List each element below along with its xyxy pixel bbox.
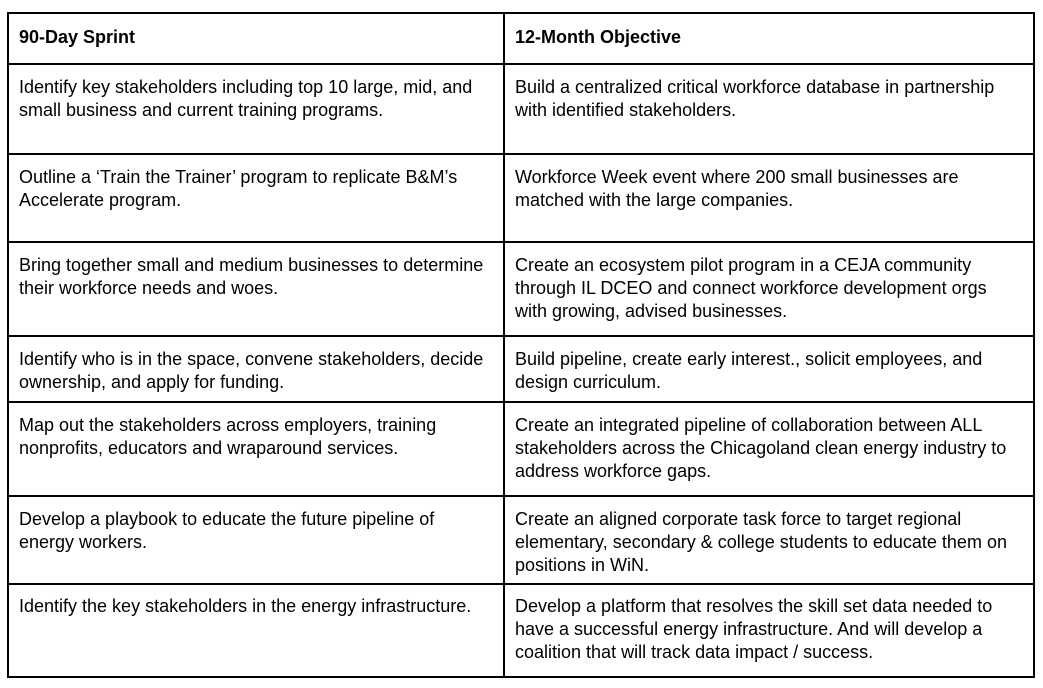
table-row <box>8 496 1034 584</box>
objective-cell: Create an integrated pipeline of collaboration between ALL stakeholders across the Chicagoland clean energy industry to address workforce gaps. <box>504 402 1034 496</box>
sprint-cell: Identify key stakeholders including top 10 large, mid, and small business and current training programs. <box>8 64 504 154</box>
sprint-cell: Identify who is in the space, convene stakeholders, decide ownership, and apply for funding. <box>8 336 504 402</box>
sprint-cell: Outline a ‘Train the Trainer’ program to replicate B&M’s Accelerate program. <box>8 154 504 242</box>
sprint-cell: Develop a playbook to educate the future pipeline of energy workers. <box>8 496 504 584</box>
objective-cell: Build pipeline, create early interest., solicit employees, and design curriculum. <box>504 336 1034 402</box>
table-row <box>8 584 1034 677</box>
sprint-cell: Map out the stakeholders across employers, training nonprofits, educators and wraparound services. <box>8 402 504 496</box>
objective-cell: Workforce Week event where 200 small businesses are matched with the large companies. <box>504 154 1034 242</box>
header-row <box>8 13 1034 64</box>
table-row <box>8 154 1034 242</box>
table-row <box>8 402 1034 496</box>
sprint-objective-table <box>7 12 1035 678</box>
objective-cell: Create an ecosystem pilot program in a CEJA community through IL DCEO and connect workforce development orgs with growing, advised businesses. <box>504 242 1034 336</box>
sprint-cell: Bring together small and medium businesses to determine their workforce needs and woes. <box>8 242 504 336</box>
objective-cell: Develop a platform that resolves the skill set data needed to have a successful energy infrastructure. And will develop a coalition that will track data impact / success. <box>504 584 1034 677</box>
objective-cell: Build a centralized critical workforce database in partnership with identified stakeholders. <box>504 64 1034 154</box>
table-row <box>8 242 1034 336</box>
column-header-12-month-objective: 12-Month Objective <box>504 13 1034 64</box>
table-row <box>8 64 1034 154</box>
table-row <box>8 336 1034 402</box>
column-header-90-day-sprint: 90-Day Sprint <box>8 13 504 64</box>
objective-cell: Create an aligned corporate task force to target regional elementary, secondary & college students to educate them on positions in WiN. <box>504 496 1034 584</box>
sprint-cell: Identify the key stakeholders in the energy infrastructure. <box>8 584 504 677</box>
